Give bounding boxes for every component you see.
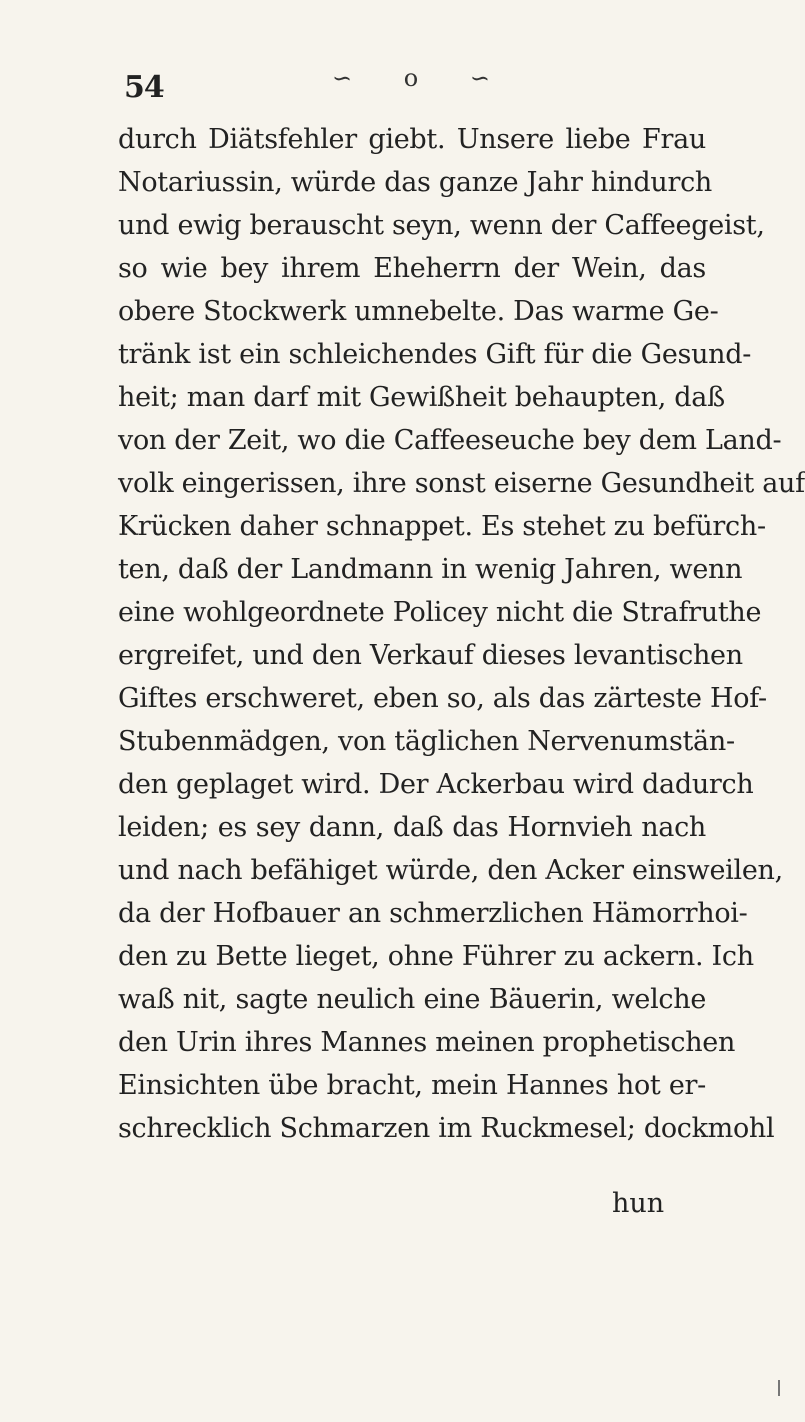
- text-line: volk eingerissen, ihre sonst eiserne Gesundheit auf: [118, 468, 805, 499]
- catchword: hun: [612, 1188, 665, 1219]
- text-line: Stubenmädgen, von täglichen Nervenumstän-: [118, 726, 735, 757]
- text-line: waß nit, sagte neulich eine Bäuerin, welche: [118, 984, 706, 1015]
- text-line: den zu Bette lieget, ohne Führer zu ackern. Ich: [118, 941, 754, 972]
- text-line: den geplaget wird. Der Ackerbau wird dadurch: [118, 769, 754, 800]
- text-line: und nach befähiget würde, den Acker einsweilen,: [118, 855, 783, 886]
- text-line: Giftes erschweret, eben so, als das zärteste Hof-: [118, 683, 767, 714]
- text-line: Einsichten übe bracht, mein Hannes hot er-: [118, 1070, 706, 1101]
- text-line: leiden; es sey dann, daß das Hornvieh nach: [118, 812, 706, 843]
- text-line: da der Hofbauer an schmerzlichen Hämorrhoi-: [118, 898, 748, 929]
- text-line: schrecklich Schmarzen im Ruckmesel; dockmohl: [118, 1113, 775, 1144]
- header-ornament: ∽ o ∽: [332, 64, 512, 92]
- text-line: obere Stockwerk umnebelte. Das warme Ge-: [118, 296, 719, 327]
- text-line: Krücken daher schnappet. Es stehet zu befürch-: [118, 511, 766, 542]
- text-line: den Urin ihres Mannes meinen prophetischen: [118, 1027, 736, 1058]
- text-line: ergreifet, und den Verkauf dieses levantischen: [118, 640, 743, 671]
- text-line: und ewig berauscht seyn, wenn der Caffeegeist,: [118, 210, 765, 241]
- text-line: ten, daß der Landmann in wenig Jahren, wenn: [118, 554, 743, 585]
- text-line: durch Diätsfehler giebt. Unsere liebe Frau: [118, 124, 706, 155]
- body-text: [118, 118, 805, 1150]
- text-line: heit; man darf mit Gewißheit behaupten, daß: [118, 382, 725, 413]
- margin-mark: [778, 1380, 780, 1396]
- text-line: von der Zeit, wo die Caffeeseuche bey dem Land-: [118, 425, 782, 456]
- text-line: so wie bey ihrem Eheherrn der Wein, das: [118, 253, 706, 284]
- text-line: tränk ist ein schleichendes Gift für die Gesund-: [118, 339, 752, 370]
- text-line: Notariussin, würde das ganze Jahr hindurch: [118, 167, 712, 198]
- page-number: 54: [124, 70, 164, 105]
- page-header: [124, 64, 684, 104]
- text-line: eine wohlgeordnete Policey nicht die Strafruthe: [118, 597, 762, 628]
